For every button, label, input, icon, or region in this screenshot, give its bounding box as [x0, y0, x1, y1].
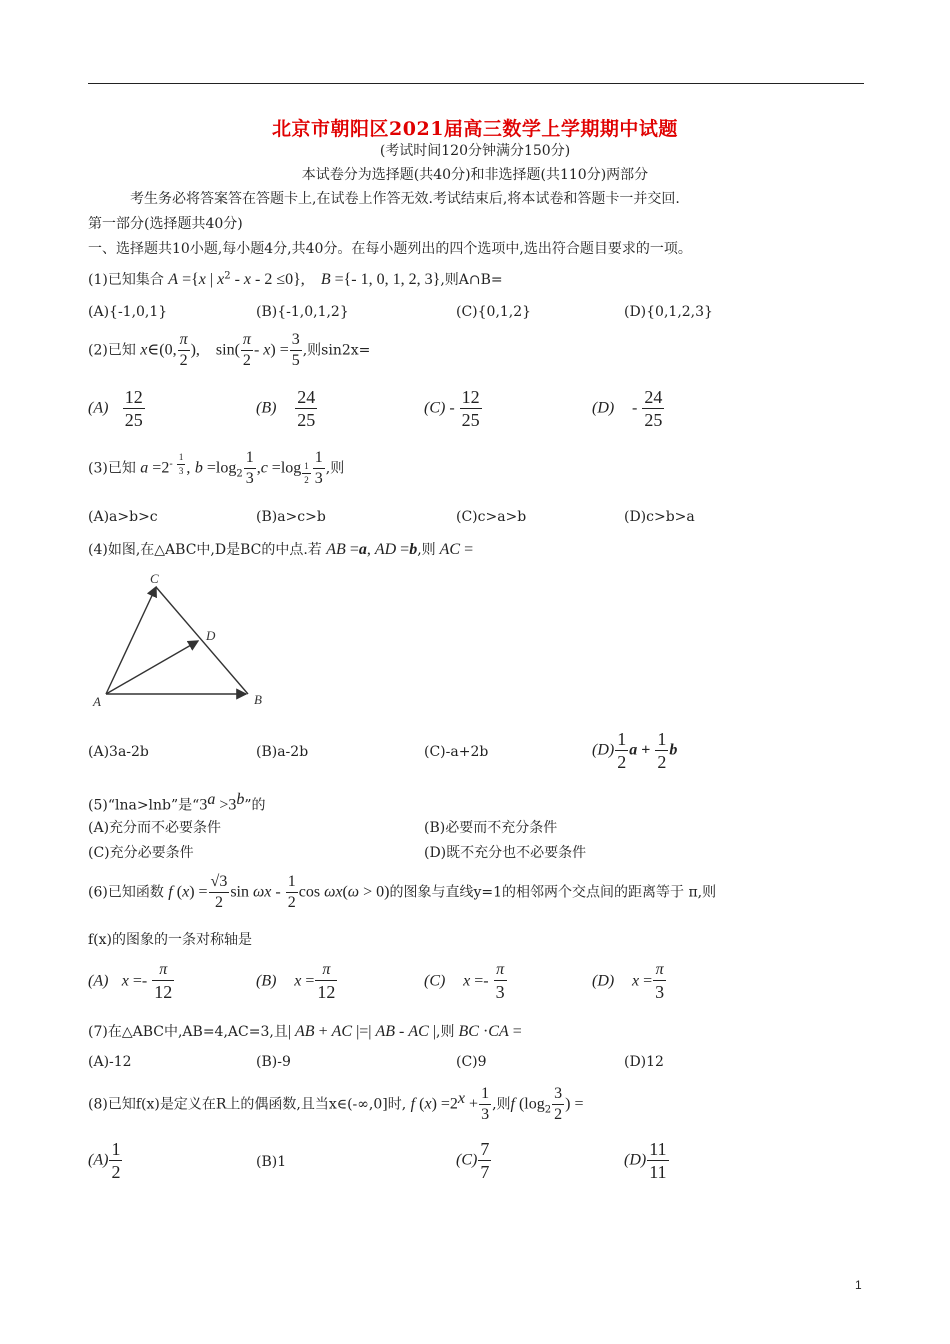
q8-option-d: (D) $\frac{11}{11}$: [624, 1139, 667, 1182]
part-heading: 第一部分(选择题共40分): [88, 216, 243, 232]
exam-time-note: (考试时间120分钟满分150分): [379, 143, 571, 159]
label-a: A: [93, 694, 101, 709]
question-1: (1)已知集合 A ={x | $x^2 - x - 2 \le 0$}, B ={- 1, 0, 1, 2, 3},则A∩B=: [88, 270, 503, 288]
q5-option-c: (C)充分必要条件: [88, 845, 194, 861]
q5-option-a: (A)充分而不必要条件: [88, 820, 222, 836]
q8-option-c: (C) $\frac{7}{7}$: [456, 1139, 490, 1182]
question-6: (6)已知函数 f (x) = $\frac{√3}{2}$ sin ωx - $\frac{1}{2}$ cos ωx(ω > 0)的图象与直线y=1的相邻两个交点间的距离等于 π,则: [88, 873, 717, 911]
q6-option-d: (D) x = $\frac{\pi}{3}$: [592, 961, 665, 1002]
q3-option-a: (A)a>b>c: [88, 509, 158, 525]
question-2: (2)已知 x∈(0, $\frac{\pi}{2}$ ), sin( $\frac{\pi}{2}$ - x) = $\frac{3}{5}$ ,则sin2x=: [88, 331, 371, 369]
q1-option-c: (C){0,1,2}: [456, 304, 532, 320]
q6-option-a: (A) x =- $\frac{\pi}{12}$: [88, 961, 173, 1002]
intro-line-1: 本试卷分为选择题(共40分)和非选择题(共110分)两部分: [301, 167, 649, 183]
question-5: (5)“lna>lnb”是“$3^a >3^b$”的: [88, 791, 266, 814]
q3-option-b: (B)a>c>b: [256, 509, 326, 525]
q4-option-a: (A)3a-2b: [88, 744, 149, 760]
q5-option-d: (D)既不充分也不必要条件: [424, 845, 587, 861]
q2-option-c: (C) - $\frac{12}{25}$: [424, 387, 480, 430]
question-7: (7)在△ABC中,AB=4,AC=3,且| AB + AC |=| AB - AC |,则 BC ·CA =: [88, 1023, 522, 1040]
q5-option-b: (B)必要而不充分条件: [424, 820, 558, 836]
section-heading: 一、选择题共10小题,每小题4分,共40分。在每小题列出的四个选项中,选出符合题目要求的一项。: [88, 241, 692, 257]
q2-option-a: (A) $\frac{12}{25}$: [88, 387, 143, 430]
q7-option-b: (B)-9: [256, 1054, 291, 1070]
q3-option-d: (D)c>b>a: [624, 509, 695, 525]
label-b: B: [254, 692, 262, 707]
label-c: C: [150, 571, 159, 586]
vector-ac: [106, 587, 156, 694]
q3-option-c: (C)c>a>b: [456, 509, 527, 525]
q1-option-d: (D){0,1,2,3}: [624, 304, 713, 320]
q8-option-b: (B)1: [256, 1154, 287, 1170]
q1-option-a: (A){-1,0,1}: [88, 304, 168, 320]
question-6-line-2: f(x)的图象的一条对称轴是: [88, 932, 253, 948]
q7-option-d: (D)12: [624, 1054, 664, 1070]
top-rule: [88, 83, 864, 84]
vector-ad: [106, 641, 198, 694]
q4-option-d: (D) $\frac{1}{2}$ a + $\frac{1}{2}$ b: [592, 729, 678, 772]
q2-option-b: (B) $\frac{24}{25}$: [256, 387, 316, 430]
question-3: (3)已知 $a =2^{- \frac{1}{3}}$ , $b =\log_2$ $\frac{1}{3}$ ,c =log $_{\frac{1}{2}}$ $\frac{1}{3}$ ,则: [88, 449, 345, 487]
q6-option-b: (B) x = $\frac{\pi}{12}$: [256, 961, 336, 1002]
q6-option-c: (C) x =- $\frac{\pi}{3}$: [424, 961, 505, 1002]
question-4: (4)如图,在△ABC中,D是BC的中点.若 AB =a, AD =b,则 AC =: [88, 541, 474, 558]
label-d: D: [206, 628, 216, 643]
q8-option-a: (A) $\frac{1}{2}$: [88, 1139, 121, 1182]
q1-option-b: (B){-1,0,1,2}: [256, 304, 349, 320]
segment-cb: [156, 587, 248, 694]
intro-line-2: 考生务必将答案答在答题卡上,在试卷上作答无效.考试结束后,将本试卷和答题卡一并交回.: [130, 191, 680, 207]
page-number: 1: [855, 1278, 862, 1292]
q4-option-c: (C)-a+2b: [424, 744, 489, 760]
question-8: (8)已知f(x)是定义在R上的偶函数,且当x∈(-∞,0]时, f $(x) =2^x$ + $\frac{1}{3}$ ,则f ($\log_2$ $\frac{3}{2}$ ) =: [88, 1085, 584, 1123]
q4-option-b: (B)a-2b: [256, 744, 309, 760]
page-title: 北京市朝阳区2021届高三数学上学期期中试题: [272, 118, 678, 140]
q2-option-d: (D) - $\frac{24}{25}$: [592, 387, 663, 430]
q7-option-a: (A)-12: [88, 1054, 132, 1070]
q7-option-c: (C)9: [456, 1054, 487, 1070]
triangle-figure: [88, 570, 278, 710]
